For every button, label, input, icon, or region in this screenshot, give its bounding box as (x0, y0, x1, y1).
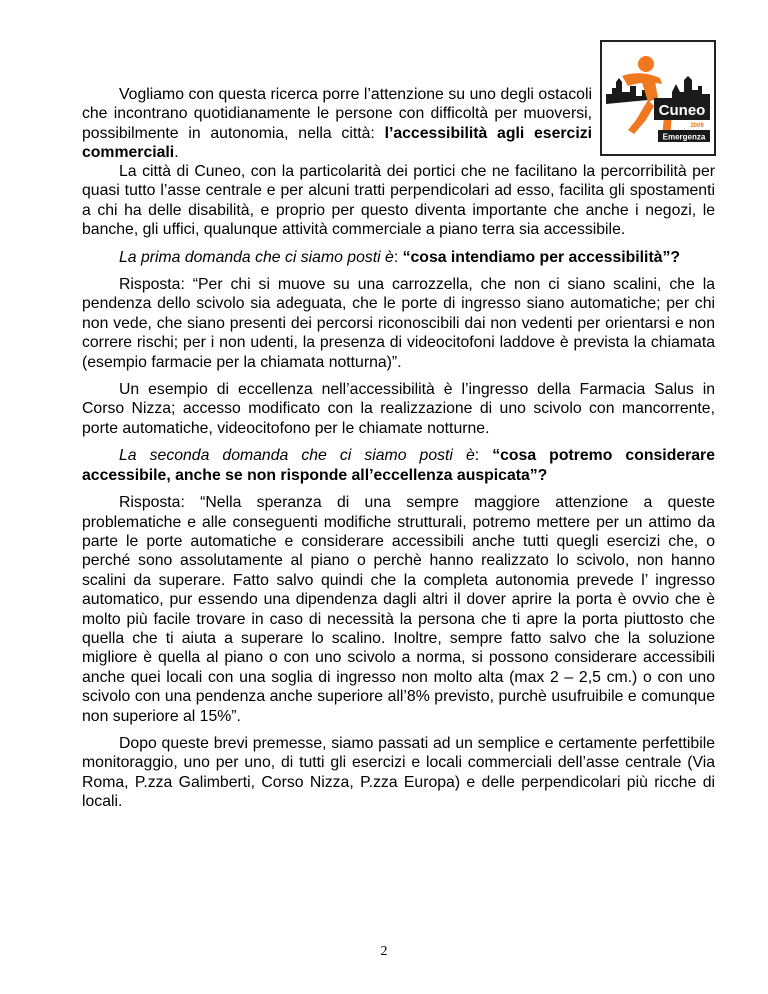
question-1-colon: : (393, 248, 403, 266)
question-2-intro: La seconda domanda che ci siamo posti è (119, 447, 475, 465)
question-2-colon: : (474, 447, 493, 465)
page-number: 2 (380, 944, 388, 959)
paragraph-1-text: Vogliamo con questa ricerca porre l’attenzione su uno degli ostacoli che incontrano quotidianamente le persone con difficoltà per muoversi, possibilmente in autonomia, nella città: (82, 86, 592, 142)
paragraph-7: Risposta: “Nella speranza di una sempre maggiore attenzione a queste problematiche e alle conseguenti modifiche strutturali, potremo mettere per un attimo da parte le porte automatiche e considerare accessibili anche tutti quegli esercizi che, o perché sono assolutamente al piano o perchè hanno realizzato lo scivolo, non hanno scalini da superare. Fatto salvo quindi che la completa autonomia prevede l’ ingresso automatico, pur essendo una dipendenza dagli altri il dover aprire la porta è ovvio che è molto più facile trovare in caso di necessità la persona che ti apre la porta piuttosto che quella che ti aiuta a superare lo scalino. Inoltre, sempre fatto salvo che la soluzione migliore è quella al piano o con uno scivolo a norma, si possono considerare accessibili anche quei locali con una soglia di ingresso non molto alta (max 2 – 2,5 cm.) o con uno scivolo con una pendenza anche superiore all’8% previsto, purchè usufruibile e comunque non superiore al 15%”. (82, 494, 715, 725)
body-text (82, 162, 715, 820)
paragraph-5: Un esempio di eccellenza nell’accessibilità è l’ingresso della Farmacia Salus in Corso Nizza; accesso modificato con la realizzazione di uno scivolo con mancorrente, porte automatiche, videocitofono per le chiamate notturne. (82, 381, 715, 437)
paragraph-1-bold: l’accessibilità agli esercizi commerciali (82, 124, 592, 162)
paragraph-3 (82, 248, 715, 267)
logo-subtitle: Emergenza (662, 132, 706, 142)
cuneo-logo (600, 40, 716, 156)
paragraph-4: Risposta: “Per chi si muove su una carrozzella, che non ci siano scalini, che la pendenza dello scivolo sia adeguata, che le porte di ingresso siano automatiche; per chi non vede, che siano presenti dei percorsi riconoscibili dai non vedenti per orientarsi e non correre rischi; per i non udenti, la presenza di videocitofoni laddove è prevista la chiamata (esempio farmacie per la chiamata notturna)”. (82, 276, 715, 371)
paragraph-8: Dopo queste brevi premesse, siamo passati ad un semplice e certamente perfettibile monitoraggio, uno per uno, di tutti gli esercizi e locali commerciali dell’asse centrale (Via Roma, P.zza Galimberti, Corso Nizza, P.zza Europa) e delle perpendicolari più ricche di locali. (82, 734, 715, 811)
paragraph-2: La città di Cuneo, con la particolarità dei portici che ne facilitano la percorribilità per quasi tutto l’asse centrale e per alcuni tratti perpendicolari ad esso, facilita gli spostamenti a chi ha delle disabilità, e proprio per questo diventa importante che anche i negozi, le banche, gli uffici, qualunque attività commerciale a piano terra sia accessibile. (82, 163, 715, 239)
paragraph-1 (82, 85, 592, 163)
question-1: “cosa intendiamo per accessibilità”? (402, 248, 681, 266)
logo-year: 2009 (690, 123, 704, 129)
intro-block (82, 85, 592, 163)
paragraph-1-end: . (174, 144, 179, 162)
question-1-intro: La prima domanda che ci siamo posti è (119, 248, 394, 266)
question-2: “cosa potremo considerare accessibile, anche se non risponde all’eccellenza auspicata”? (82, 447, 715, 484)
logo-title: Cuneo (658, 102, 706, 119)
logo-graphic (602, 42, 714, 154)
paragraph-6 (82, 446, 715, 485)
